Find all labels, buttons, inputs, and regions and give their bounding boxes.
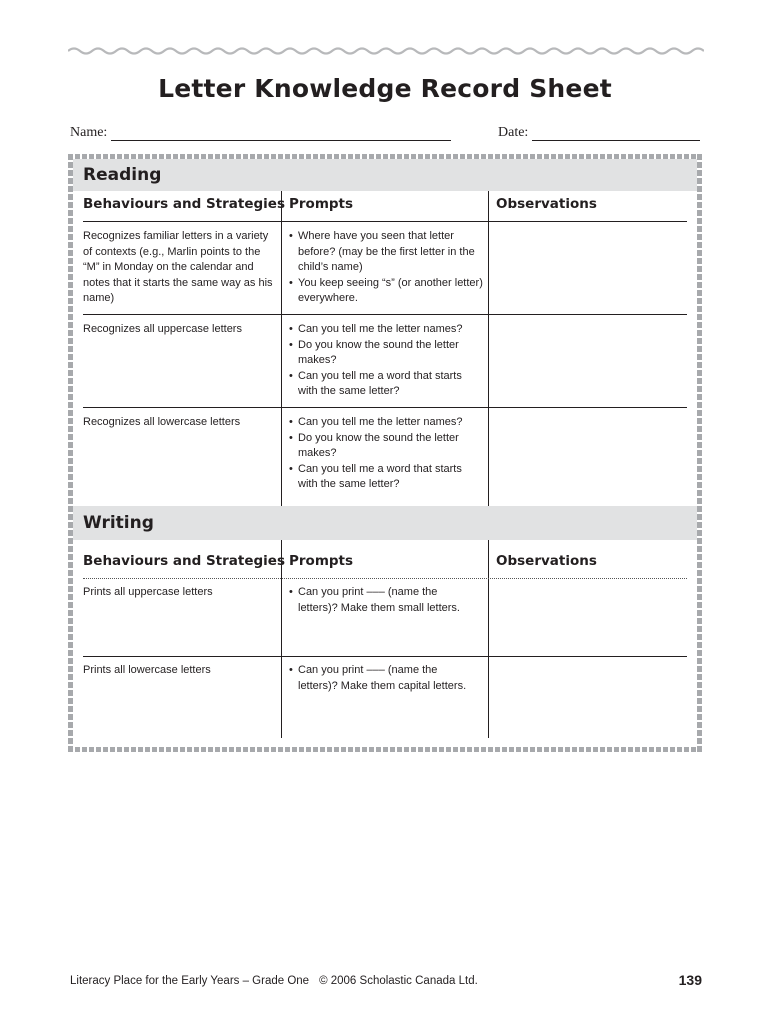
reading-column-divider (281, 191, 282, 507)
name-line[interactable] (111, 125, 451, 141)
prompt-item: • Can you print ––– (name the letters)? Make them capital letters. (289, 663, 469, 694)
behaviour-cell: Recognizes all lowercase letters (83, 416, 241, 428)
date-field[interactable] (498, 125, 700, 141)
reading-column-divider (488, 191, 489, 507)
footer-series: Literacy Place for the Early Years – Grade One (70, 975, 310, 987)
behaviour-cell: Prints all uppercase letters (83, 586, 213, 598)
dashed-border-right (697, 154, 702, 752)
page-number: 139 (678, 972, 702, 988)
prompts-cell (289, 229, 485, 307)
reading-heading: Reading (83, 165, 162, 185)
reading-col-prompts: Prompts (289, 196, 354, 212)
behaviour-cell: Prints all lowercase letters (83, 664, 211, 676)
prompt-item: • Can you tell me a word that starts with the same letter? (289, 462, 469, 493)
prompt-item: • You keep seeing “s” (or another letter) everywhere. (289, 276, 485, 307)
prompts-cell (289, 415, 469, 493)
name-field[interactable] (70, 125, 451, 141)
row-divider (83, 314, 687, 315)
reading-header-rule (83, 221, 687, 222)
row-divider (83, 656, 687, 657)
writing-heading: Writing (83, 513, 154, 533)
footer-credits (70, 975, 478, 987)
behaviour-cell: Recognizes familiar letters in a variety of contexts (e.g., Marlin points to the “M” in Monday on the calendar and notes that it starts the same way as his name) (83, 230, 273, 304)
writing-header-rule (83, 578, 687, 579)
record-table (68, 154, 702, 752)
prompts-cell (289, 585, 469, 616)
decorative-wavy-rule (68, 44, 704, 58)
behaviour-cell: Recognizes all uppercase letters (83, 323, 242, 335)
reading-section-header (73, 159, 697, 191)
writing-column-divider (281, 540, 282, 738)
reading-col-behaviours: Behaviours and Strategies (83, 196, 285, 212)
prompts-cell (289, 322, 469, 400)
writing-col-behaviours: Behaviours and Strategies (83, 553, 285, 569)
reading-col-observations: Observations (496, 196, 597, 212)
prompt-item: • Do you know the sound the letter makes? (289, 338, 469, 369)
dashed-border-left (68, 154, 73, 752)
footer-copyright: © 2006 Scholastic Canada Ltd. (319, 975, 478, 987)
prompts-cell (289, 663, 469, 694)
writing-col-prompts: Prompts (289, 553, 354, 569)
prompt-item: • Do you know the sound the letter makes? (289, 431, 469, 462)
page-title: Letter Knowledge Record Sheet (158, 74, 612, 103)
prompt-item: • Can you print ––– (name the letters)? Make them small letters. (289, 585, 469, 616)
writing-column-divider (488, 540, 489, 738)
writing-section-header (73, 506, 697, 540)
prompt-item: • Where have you seen that letter before? (may be the first letter in the child’s name) (289, 229, 485, 276)
prompt-item: • Can you tell me the letter names? (289, 415, 469, 431)
row-divider (83, 407, 687, 408)
dashed-border-bottom (68, 747, 702, 752)
writing-col-observations: Observations (496, 553, 597, 569)
name-label: Name: (70, 125, 108, 140)
prompt-item: • Can you tell me a word that starts with the same letter? (289, 369, 469, 400)
date-label: Date: (498, 125, 529, 140)
prompt-item: • Can you tell me the letter names? (289, 322, 469, 338)
date-line[interactable] (532, 125, 700, 141)
